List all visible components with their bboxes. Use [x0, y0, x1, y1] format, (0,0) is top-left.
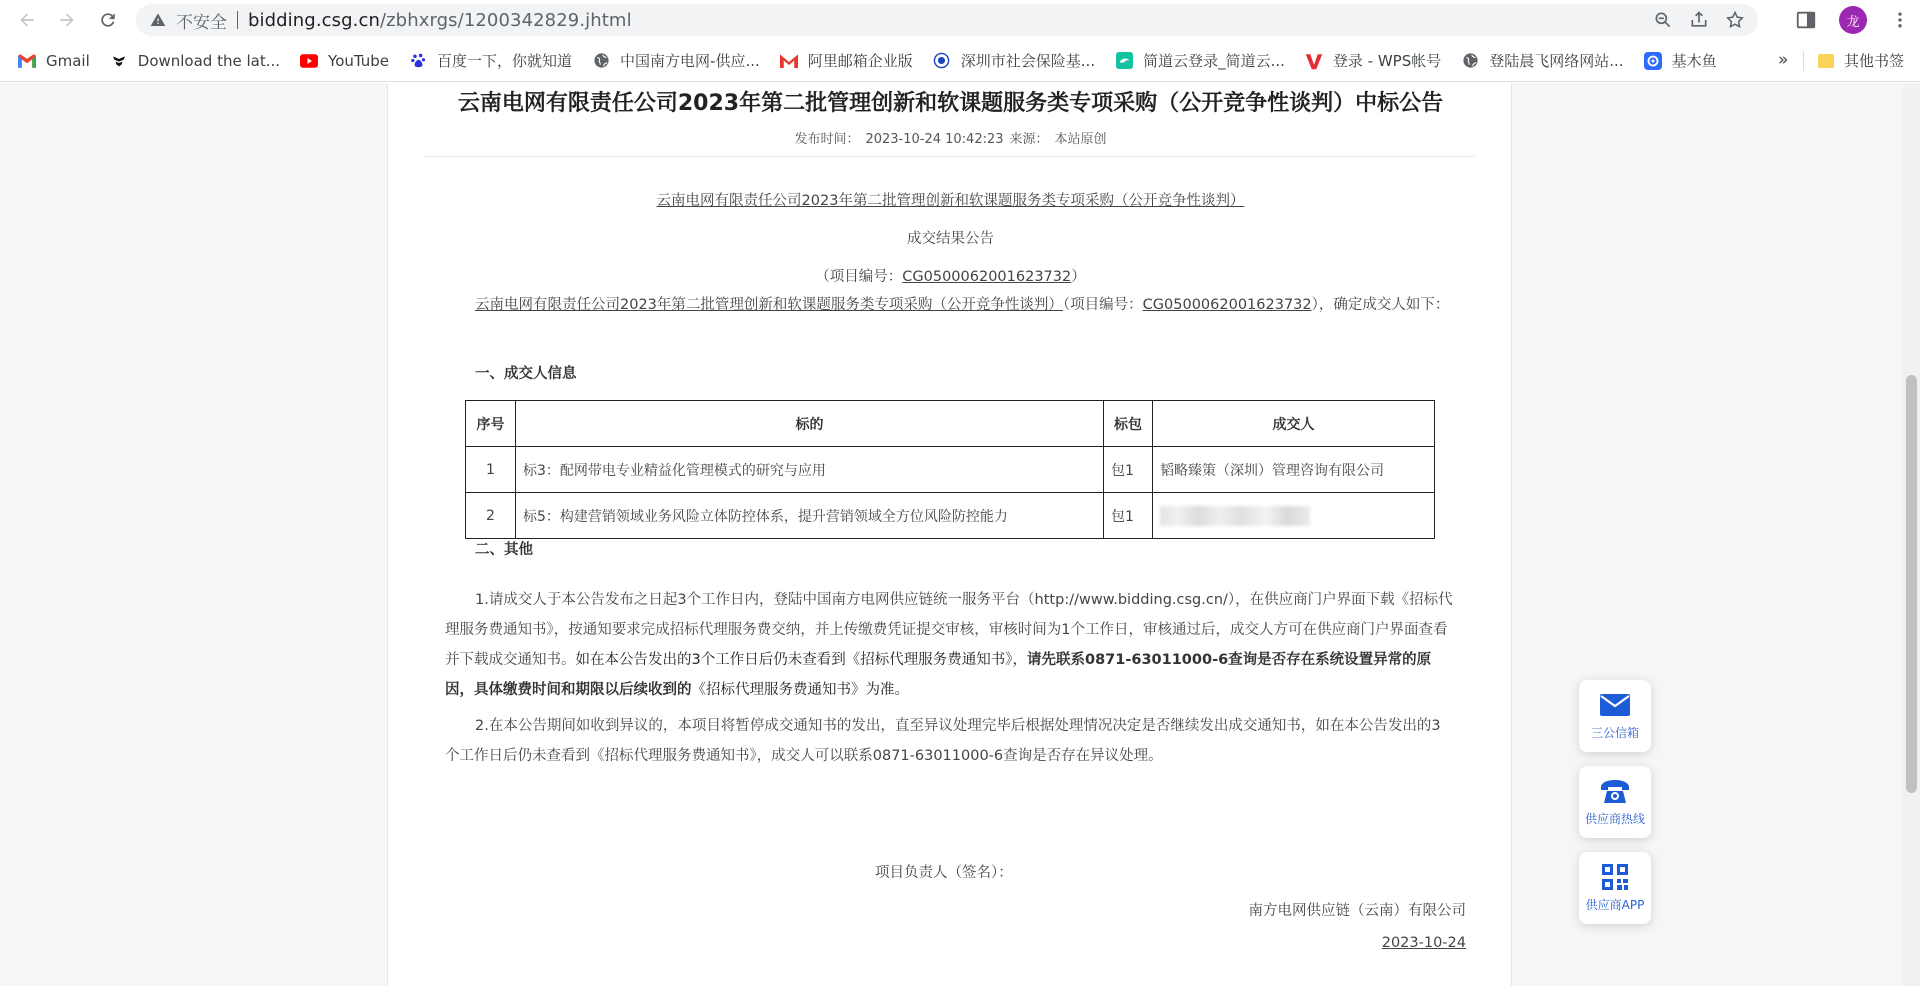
arrow-left-icon — [17, 10, 37, 30]
phone-icon — [1599, 777, 1631, 805]
bookmark-download[interactable]: Download the lat... — [110, 52, 280, 70]
table-row — [466, 447, 1435, 493]
wps-icon — [1305, 52, 1323, 70]
bookmark-gmail[interactable]: Gmail — [18, 52, 90, 70]
bookmark-ali-mail[interactable]: 阿里邮箱企业版 — [780, 50, 913, 71]
page-viewport — [0, 83, 1903, 986]
globe-icon — [1461, 52, 1479, 70]
bookmark-jimuyu[interactable]: 基木鱼 — [1644, 50, 1717, 71]
bookmark-star-icon[interactable] — [1724, 9, 1746, 31]
arrow-right-icon — [57, 10, 77, 30]
bookmarks-bar — [0, 40, 1920, 82]
paragraph-1: 1.请成交人于本公告发布之日起3个工作日内，登陆中国南方电网供应链统一服务平台（http://www.bidding.csg.cn/），在供应商门户界面下载《招标代理服务费通知书》，按通知要求完成招标代理服务费交纳，并上传缴费凭证提交审核，审核时间为1个工作日，审核通过后，成交人方可在供应商门户界面查看并下载成交通知书。如在本公告发出的3个工作日后仍未查看到《招标代理服务费通知书》，请先联系0871-63011000-6查询是否存在系统设置异常的原因，具体缴费时间和期限以后续收到的《招标代理服务费通知书》为准。 — [445, 592, 1453, 698]
back-button[interactable] — [12, 5, 42, 35]
browser-toolbar — [0, 0, 1920, 40]
redacted-block — [1160, 506, 1310, 526]
share-icon[interactable] — [1688, 9, 1710, 31]
section-heading-winner-info: 一、成交人信息 — [475, 366, 577, 382]
issue-date: 2023-10-24 — [1381, 935, 1466, 951]
bookmark-baidu[interactable]: 百度一下，你就知道 — [409, 50, 572, 71]
cell-no: 1 — [466, 447, 516, 493]
cell-no: 2 — [466, 493, 516, 539]
folder-icon — [1818, 54, 1834, 68]
header-no: 序号 — [466, 401, 516, 447]
source: 本站原创 — [1054, 132, 1107, 147]
table-row — [466, 493, 1435, 539]
address-bar[interactable] — [136, 4, 1758, 36]
bookmark-jiandaoyun[interactable]: 简道云登录_简道云... — [1115, 50, 1285, 71]
cell-subject: 标3：配网带电专业精益化管理模式的研究与应用 — [516, 447, 1104, 493]
youtube-icon — [300, 52, 318, 70]
article-meta: 发布时间： 2023-10-24 10:42:23 来源： 本站原创 — [794, 132, 1107, 147]
cell-winner: 韬略臻策（深圳）管理咨询有限公司 — [1153, 447, 1435, 493]
header-winner: 成交人 — [1153, 401, 1435, 447]
publish-time: 2023-10-24 10:42:23 — [865, 132, 1004, 147]
title-divider — [424, 156, 1474, 157]
baidu-icon — [409, 52, 427, 70]
shenzhen-icon — [933, 52, 951, 70]
paragraph-2: 2.在本公告期间如收到异议的，本项目将暂停成交通知书的发出，直至异议处理完毕后根据处理情况决定是否继续发出成交通知书，如在本公告发出的3个工作日后仍未查看到《招标代理服务费通知书》，成交人可以联系0871-63011000-6查询是否存在异议处理。 — [445, 718, 1441, 764]
bookmark-csg-supply[interactable]: 中国南方电网-供应... — [592, 50, 760, 71]
vertical-scrollbar[interactable] — [1903, 83, 1920, 986]
forward-button[interactable] — [52, 5, 82, 35]
cell-winner-redacted — [1153, 493, 1435, 539]
bookmark-wps[interactable]: 登录 - WPS帐号 — [1305, 50, 1441, 71]
bookmark-chenfei[interactable]: 登陆晨飞网络网站... — [1461, 50, 1623, 71]
jimuyu-icon — [1644, 52, 1662, 70]
not-secure-label: 不安全 — [176, 12, 227, 33]
project-number-line: （项目编号：CG0500062001623732） — [815, 269, 1086, 285]
cell-package: 包1 — [1104, 447, 1153, 493]
download-icon — [110, 52, 128, 70]
qr-code-icon — [1599, 863, 1631, 891]
bookmarks-divider — [1803, 51, 1804, 71]
bookmark-shenzhen-social[interactable]: 深圳市社会保险基... — [933, 50, 1095, 71]
supplier-hotline-button[interactable]: 供应商热线 — [1579, 766, 1651, 838]
mail-icon — [1599, 691, 1631, 719]
winner-table — [465, 400, 1435, 539]
globe-icon — [592, 52, 610, 70]
intro-paragraph: 云南电网有限责任公司2023年第二批管理创新和软课题服务类专项采购（公开竞争性谈判）（项目编号：CG0500062001623732），确定成交人如下： — [475, 297, 1450, 313]
reload-button[interactable] — [93, 5, 123, 35]
url-text: bidding.csg.cn/zbhxrgs/1200342829.jhtml — [248, 9, 632, 31]
table-header-row — [466, 401, 1435, 447]
section-heading-other: 二、其他 — [475, 542, 533, 558]
cell-subject: 标5：构建营销领域业务风险立体防控体系，提升营销领域全方位风险防控能力 — [516, 493, 1104, 539]
supplier-app-button[interactable]: 供应商APP — [1579, 852, 1651, 924]
bookmarks-overflow-button[interactable]: » — [1778, 50, 1789, 70]
project-name-heading: 云南电网有限责任公司2023年第二批管理创新和软课题服务类专项采购（公开竞争性谈判） — [656, 193, 1245, 209]
header-package: 标包 — [1104, 401, 1153, 447]
header-subject: 标的 — [516, 401, 1104, 447]
more-menu-icon[interactable] — [1889, 9, 1911, 31]
bookmark-youtube[interactable]: YouTube — [300, 52, 389, 70]
reload-icon — [98, 10, 118, 30]
other-bookmarks-folder[interactable]: 其他书签 — [1818, 50, 1904, 71]
side-panel-icon[interactable] — [1795, 9, 1817, 31]
gmail-icon — [18, 52, 36, 70]
jiandaoyun-icon — [1115, 52, 1133, 70]
article-panel — [387, 83, 1512, 986]
cell-package: 包1 — [1104, 493, 1153, 539]
omnibox-separator — [237, 11, 238, 29]
warning-icon — [150, 11, 168, 29]
issuing-company: 南方电网供应链（云南）有限公司 — [1248, 903, 1466, 919]
profile-avatar[interactable]: 龙 — [1839, 6, 1867, 34]
notice-type: 成交结果公告 — [907, 231, 994, 247]
zoom-icon[interactable] — [1652, 9, 1674, 31]
aliyun-mail-icon — [780, 52, 798, 70]
article-title: 云南电网有限责任公司2023年第二批管理创新和软课题服务类专项采购（公开竞争性谈判）中标公告 — [457, 91, 1444, 116]
scrollbar-thumb[interactable] — [1906, 375, 1917, 793]
three-public-mailbox-button[interactable]: 三公信箱 — [1579, 680, 1651, 752]
signer-label: 项目负责人（签名）： — [875, 865, 1013, 881]
